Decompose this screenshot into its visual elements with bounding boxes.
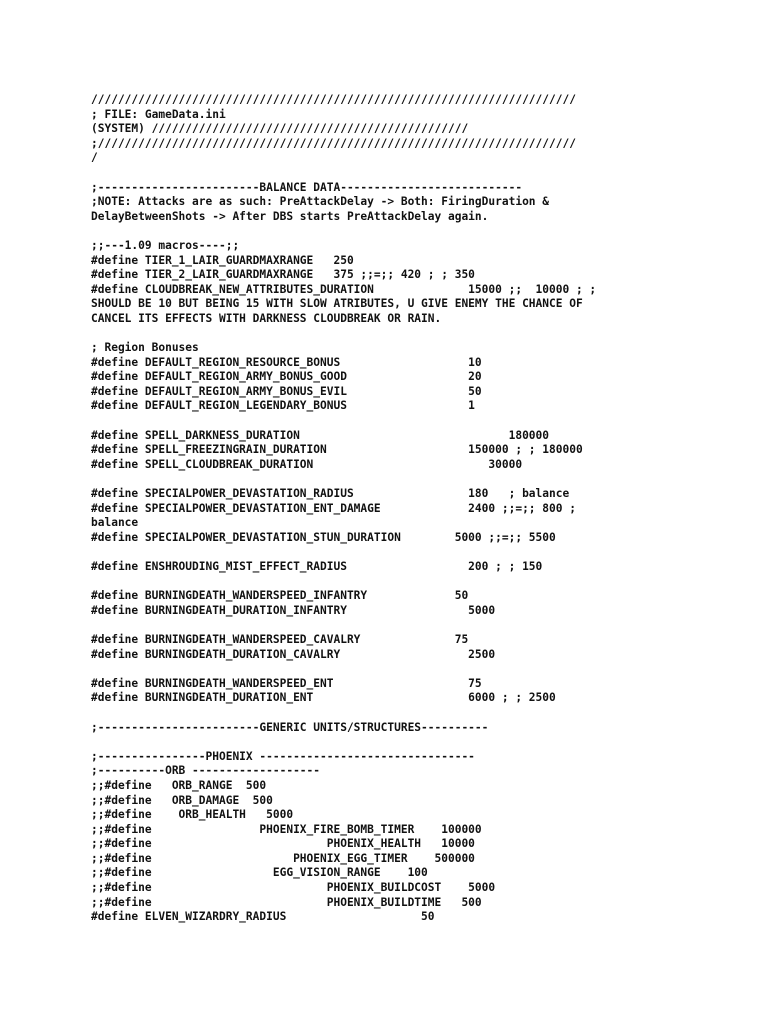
blank-line [91, 327, 691, 342]
code-line: #define BURNINGDEATH_DURATION_ENT 6000 ; ; 2500 [91, 691, 556, 705]
code-line: CANCEL ITS EFFECTS WITH DARKNESS CLOUDBREAK OR RAIN. [91, 311, 442, 325]
code-line: ;;#define EGG_VISION_RANGE 100 [91, 866, 428, 880]
code-line: DelayBetweenShots -> After DBS starts PreAttackDelay again. [91, 209, 489, 223]
code-line: #define SPELL_FREEZINGRAIN_DURATION 150000 ; ; 180000 [91, 443, 583, 457]
blank-line [91, 662, 691, 677]
code-line: #define DEFAULT_REGION_ARMY_BONUS_EVIL 50 [91, 384, 482, 398]
code-line: ;------------------------GENERIC UNITS/STRUCTURES---------- [91, 720, 489, 734]
code-line: ;;#define ORB_RANGE 500 [91, 778, 267, 792]
code-line: #define DEFAULT_REGION_ARMY_BONUS_GOOD 20 [91, 370, 482, 384]
blank-line [91, 735, 691, 750]
code-line: ;;#define PHOENIX_BUILDCOST 5000 [91, 881, 496, 895]
code-line: #define DEFAULT_REGION_LEGENDARY_BONUS 1 [91, 399, 475, 413]
code-line: #define SPECIALPOWER_DEVASTATION_RADIUS 180 ; balance [91, 487, 570, 501]
blank-line [91, 618, 691, 633]
code-line: ;------------------------BALANCE DATA--------------------------- [91, 180, 523, 194]
blank-line [91, 414, 691, 429]
code-line: #define BURNINGDEATH_WANDERSPEED_ENT 75 [91, 676, 482, 690]
blank-line [91, 575, 691, 590]
code-line: #define ENSHROUDING_MIST_EFFECT_RADIUS 200 ; ; 150 [91, 560, 543, 573]
code-line: #define BURNINGDEATH_WANDERSPEED_CAVALRY 75 [91, 632, 469, 646]
code-line: ;;#define PHOENIX_BUILDTIME 500 [91, 895, 482, 909]
code-line: ;;#define PHOENIX_HEALTH 10000 [91, 837, 475, 851]
code-line: #define ELVEN_WIZARDRY_RADIUS 50 [91, 910, 435, 924]
code-line: ;----------ORB ------------------- [91, 764, 321, 778]
code-line: ;NOTE: Attacks are as such: PreAttackDelay -> Both: FiringDuration & [91, 195, 550, 209]
code-line: #define SPECIALPOWER_DEVASTATION_ENT_DAMAGE 2400 ;;=;; 800 ; [91, 501, 576, 515]
blank-line [91, 545, 691, 560]
code-line: #define TIER_2_LAIR_GUARDMAXRANGE 375 ;;=;; 420 ; ; 350 [91, 268, 475, 282]
document-page [91, 93, 691, 925]
code-line: balance [91, 516, 139, 530]
blank-line [91, 706, 691, 721]
code-line: ; Region Bonuses [91, 341, 199, 355]
code-line: #define DEFAULT_REGION_RESOURCE_BONUS 10 [91, 355, 482, 369]
code-line: #define CLOUDBREAK_NEW_ATTRIBUTES_DURATION 15000 ;; 10000 ; ; [91, 282, 597, 296]
code-line: ;----------------PHOENIX -------------------------------- [91, 749, 475, 763]
code-line: #define TIER_1_LAIR_GUARDMAXRANGE 250 [91, 253, 354, 267]
code-line: ;;#define PHOENIX_EGG_TIMER 500000 [91, 851, 475, 865]
code-line: ; FILE: GameData.ini [91, 107, 226, 121]
code-line: ;/////////////////////////////////////////////////////////////////////// [91, 136, 576, 150]
code-line: #define BURNINGDEATH_DURATION_INFANTRY 5000 [91, 603, 496, 617]
blank-line [91, 166, 691, 181]
code-line: ;;---1.09 macros----;; [91, 238, 240, 252]
code-line: (SYSTEM) /////////////////////////////////////////////// [91, 122, 469, 136]
code-line: #define SPELL_DARKNESS_DURATION 180000 [91, 428, 550, 442]
blank-line [91, 472, 691, 487]
blank-line [91, 224, 691, 239]
code-line: / [91, 151, 98, 165]
code-line: ;;#define PHOENIX_FIRE_BOMB_TIMER 100000 [91, 822, 482, 836]
code-line: SHOULD BE 10 BUT BEING 15 WITH SLOW ATRIBUTES, U GIVE ENEMY THE CHANCE OF [91, 297, 583, 311]
code-line: #define BURNINGDEATH_WANDERSPEED_INFANTRY 50 [91, 589, 469, 603]
code-line: #define SPECIALPOWER_DEVASTATION_STUN_DURATION 5000 ;;=;; 5500 [91, 530, 556, 544]
code-line: #define BURNINGDEATH_DURATION_CAVALRY 2500 [91, 647, 496, 661]
code-line: ;;#define ORB_DAMAGE 500 [91, 793, 273, 807]
code-line: ;;#define ORB_HEALTH 5000 [91, 808, 294, 822]
code-line: #define SPELL_CLOUDBREAK_DURATION 30000 [91, 457, 523, 471]
code-line: //////////////////////////////////////////////////////////////////////// [91, 93, 576, 106]
